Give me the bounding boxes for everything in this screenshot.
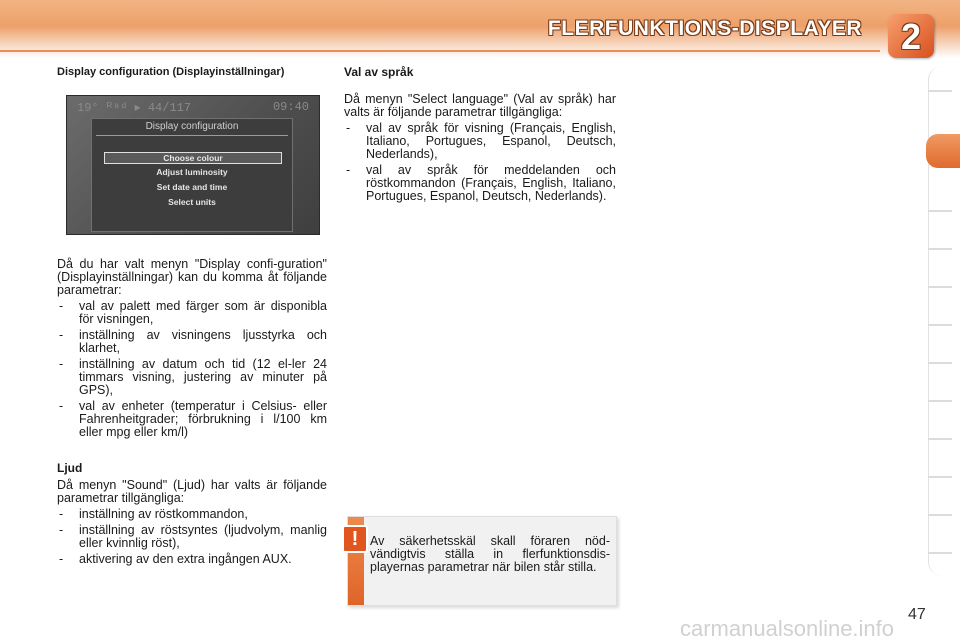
chapter-tab[interactable] — [928, 514, 952, 516]
section-heading-display: Display configuration (Displayinställningar) — [57, 66, 285, 78]
ljud-intro: Då menyn "Sound" (Ljud) har valts är följande parametrar tillgängliga: — [57, 478, 327, 505]
warning-icon: ! — [342, 525, 368, 553]
screen-menu-item: Set date and time — [156, 182, 228, 192]
screen-menu-item: Adjust luminosity — [156, 167, 228, 177]
warning-text: Av säkerhetsskäl skall föraren nöd-vändigtvis ställa in flerfunktionsdis-playernas parametrar när bilen står stilla. — [370, 534, 610, 574]
page-title: FLERFUNKTIONS-DISPLAYER — [547, 17, 862, 40]
screen-divider — [96, 135, 288, 136]
language-parameter-list — [344, 122, 616, 203]
screen-clock: 09:40 — [272, 100, 309, 114]
chapter-tab[interactable] — [928, 476, 952, 478]
chapter-tab-active[interactable] — [926, 134, 960, 168]
section-heading-ljud: Ljud — [57, 461, 83, 475]
chapter-tab[interactable] — [928, 248, 952, 250]
chapter-tab[interactable] — [928, 362, 952, 364]
chapter-tab[interactable] — [928, 438, 952, 440]
screen-menu-item: Choose colour — [104, 152, 282, 164]
screen-status-left: 19° ᴿᵃᵈ ▸ 44/117 — [77, 101, 192, 115]
chapter-tab[interactable] — [928, 286, 952, 288]
chapter-badge — [888, 14, 934, 58]
display-parameter-list — [57, 300, 327, 439]
list-item: - inställning av visningens ljusstyrka och klarhet, — [59, 328, 327, 355]
left-column — [57, 60, 327, 78]
page-number: 47 — [908, 606, 926, 623]
list-item: - val av språk för meddelanden och röstkommandon (Français, English, Italiano, Portugues, Espanol, Deutsch, Nederlands). — [346, 163, 616, 203]
ljud-parameter-list — [57, 508, 327, 566]
chapter-tab[interactable] — [928, 552, 952, 554]
section-heading-language: Val av språk — [344, 65, 414, 79]
list-item: - inställning av datum och tid (12 el-ler 24 timmars visning, justering av minuter på GPS), — [59, 357, 327, 397]
screen-menu — [91, 118, 293, 232]
chapter-tab[interactable] — [928, 90, 952, 92]
warning-box — [347, 516, 617, 606]
screen-menu-title: Display configuration — [145, 121, 239, 132]
right-column — [344, 60, 616, 206]
language-intro: Då menyn "Select language" (Val av språk) har valts är följande parametrar tillgängliga: — [344, 92, 616, 119]
display-intro: Då du har valt menyn "Display confi-guration" (Displayinställningar) kan du komma åt följande parametrar: — [57, 257, 327, 297]
list-item: - aktivering av den extra ingången AUX. — [59, 552, 292, 566]
list-item: - inställning av röstkommandon, — [59, 507, 248, 521]
chapter-tab[interactable] — [928, 400, 952, 402]
left-body — [57, 258, 327, 569]
watermark: carmanualsonline.info — [680, 616, 895, 641]
header-divider — [0, 50, 880, 52]
ljud-section — [57, 461, 327, 566]
display-screenshot — [66, 95, 320, 235]
screen-menu-item: Select units — [168, 197, 216, 207]
list-item: - val av språk för visning (Français, English, Italiano, Portugues, Espanol, Deutsch, Nederlands), — [346, 121, 616, 161]
list-item: - val av enheter (temperatur i Celsius- eller Fahrenheitgrader; förbrukning i l/100 km eller mpg eller km/l) — [59, 399, 327, 439]
chapter-tab[interactable] — [928, 324, 952, 326]
chapter-tab[interactable] — [928, 210, 952, 212]
list-item: - val av palett med färger som är disponibla för visningen, — [59, 299, 327, 326]
chapter-number: 2 — [900, 16, 922, 57]
list-item: - inställning av röstsyntes (ljudvolym, manlig eller kvinnlig röst), — [59, 523, 327, 550]
